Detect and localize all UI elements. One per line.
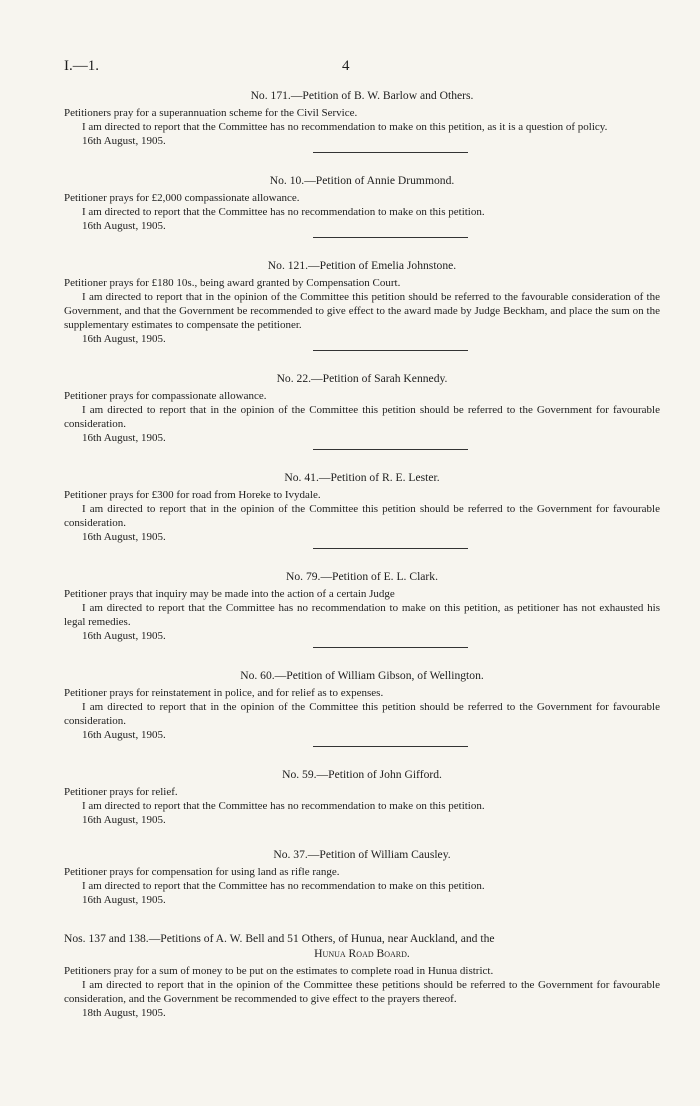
- petition-prayer: Petitioner prays that inquiry may be made into the action of a certain Judge: [64, 588, 395, 600]
- petition-prayer: Petitioner prays for compensation for using land as rifle range.: [64, 866, 340, 878]
- committee-report: I am directed to report that in the opinion of the Committee this petition should be referred to the Government for favourable consideration.: [64, 503, 660, 529]
- petition-prayer: Petitioner prays for relief.: [64, 786, 178, 798]
- petition-heading: No. 171.—Petition of B. W. Barlow and Others.: [250, 89, 474, 102]
- petition-entry: [64, 767, 660, 827]
- committee-report: I am directed to report that the Committee has no recommendation to make on this petition, as petitioner has not exhausted his legal remedies.: [64, 602, 660, 628]
- petition-entry: [64, 173, 660, 238]
- petition-heading: No. 10.—Petition of Annie Drummond.: [269, 174, 455, 187]
- petition-prayer: Petitioner prays for reinstatement in police, and for relief as to expenses.: [64, 687, 384, 699]
- petition-entry: [64, 668, 660, 747]
- petition-entry: [64, 258, 660, 351]
- separator-rule: [313, 746, 468, 747]
- petition-prayer: Petitioner prays for £300 for road from Horeke to Ivydale.: [64, 489, 321, 501]
- report-date: 16th August, 1905.: [82, 630, 166, 642]
- petition-entry: [64, 470, 660, 549]
- petition-heading: No. 41.—Petition of R. E. Lester.: [284, 471, 440, 484]
- report-date: 16th August, 1905.: [82, 729, 166, 741]
- committee-report: I am directed to report that the Committee has no recommendation to make on this petition.: [82, 880, 485, 892]
- page-number: 4: [342, 58, 350, 74]
- petition-entry: [64, 88, 660, 153]
- separator-rule: [313, 237, 468, 238]
- separator-rule: [313, 548, 468, 549]
- petition-prayer: Petitioner prays for £180 10s., being award granted by Compensation Court.: [64, 277, 401, 289]
- petition-heading: No. 22.—Petition of Sarah Kennedy.: [276, 372, 448, 385]
- petition-heading: No. 59.—Petition of John Gifford.: [282, 768, 442, 781]
- petition-heading: No. 60.—Petition of William Gibson, of Wellington.: [240, 669, 484, 682]
- paper-code: I.—1.: [64, 58, 99, 74]
- committee-report: I am directed to report that in the opinion of the Committee this petition should be referred to the favourable consideration of the Government, and that the Government be recommended to give effect to the award made by Judge Beckham, and place the sum on the supplementary estimates to compensate the petitioner.: [64, 291, 660, 331]
- petition-heading: [64, 931, 660, 961]
- petition-entry: [64, 569, 660, 648]
- committee-report: I am directed to report that in the opinion of the Committee this petition should be referred to the Government for favourable consideration.: [64, 404, 660, 430]
- report-date: 16th August, 1905.: [82, 220, 166, 232]
- petition-heading-line-2: Hunua Road Board.: [314, 947, 410, 960]
- report-date: 16th August, 1905.: [82, 432, 166, 444]
- committee-report: I am directed to report that in the opinion of the Committee these petitions should be referred to the Government for favourable consideration, and the Government be recommended to give effect to the prayers thereof.: [64, 979, 660, 1005]
- committee-report: I am directed to report that the Committee has no recommendation to make on this petition.: [82, 800, 485, 812]
- petition-heading: No. 37.—Petition of William Causley.: [273, 848, 451, 861]
- report-date: 18th August, 1905.: [82, 1007, 166, 1019]
- committee-report: I am directed to report that the Committee has no recommendation to make on this petition.: [82, 206, 485, 218]
- report-date: 16th August, 1905.: [82, 894, 166, 906]
- petition-prayer: Petitioner prays for £2,000 compassionate allowance.: [64, 192, 300, 204]
- petition-heading: No. 79.—Petition of E. L. Clark.: [286, 570, 438, 583]
- committee-report: I am directed to report that in the opinion of the Committee this petition should be referred to the Government for favourable consideration.: [64, 701, 660, 727]
- petition-entry: [64, 371, 660, 450]
- report-date: 16th August, 1905.: [82, 814, 166, 826]
- petition-heading: No. 121.—Petition of Emelia Johnstone.: [267, 259, 457, 272]
- petition-prayer: Petitioners pray for a sum of money to be put on the estimates to complete road in Hunua district.: [64, 965, 494, 977]
- petitions-list: [64, 88, 660, 1040]
- separator-rule: [313, 350, 468, 351]
- running-head: [64, 58, 660, 78]
- petition-heading-line-1: Nos. 137 and 138.—Petitions of A. W. Bell and 51 Others, of Hunua, near Auckland, and the: [64, 932, 495, 945]
- separator-rule: [313, 647, 468, 648]
- petition-prayer: Petitioners pray for a superannuation scheme for the Civil Service.: [64, 107, 358, 119]
- separator-rule: [313, 152, 468, 153]
- report-date: 16th August, 1905.: [82, 531, 166, 543]
- petition-entry: [64, 847, 660, 907]
- committee-report: I am directed to report that the Committee has no recommendation to make on this petition, as it is a question of policy.: [82, 121, 608, 133]
- petition-entry-final: [64, 931, 660, 1020]
- report-date: 16th August, 1905.: [82, 135, 166, 147]
- separator-rule: [313, 449, 468, 450]
- report-date: 16th August, 1905.: [82, 333, 166, 345]
- petition-prayer: Petitioner prays for compassionate allowance.: [64, 390, 267, 402]
